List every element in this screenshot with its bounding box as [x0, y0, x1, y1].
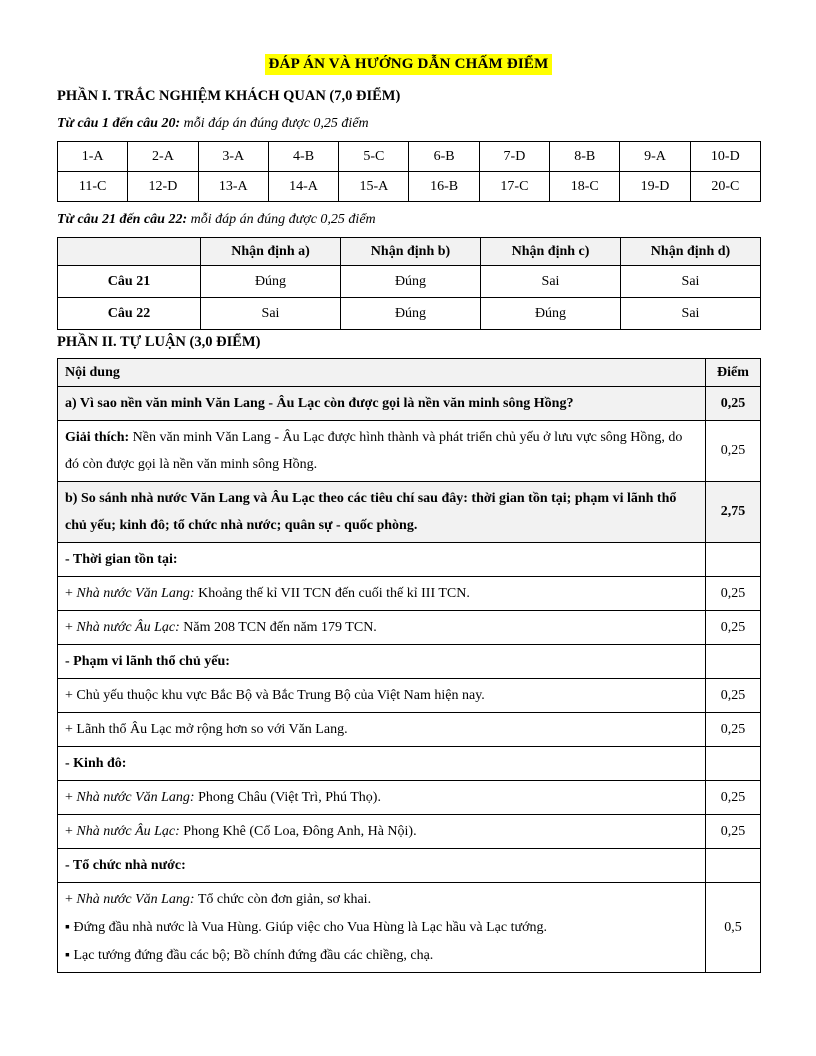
- essay-content-line: [65, 546, 698, 573]
- essay-points-cell: 0,25: [706, 679, 761, 713]
- essay-row: [58, 747, 761, 781]
- essay-row: [58, 421, 761, 482]
- essay-row: [58, 387, 761, 421]
- essay-row: [58, 781, 761, 815]
- essay-points-cell: 0,25: [706, 387, 761, 421]
- text-segment: Nhà nước Âu Lạc:: [76, 824, 180, 839]
- text-segment: b) So sánh nhà nước Văn Lang và Âu Lạc theo các tiêu chí sau đây: thời gian tồn tại; phạm vi lãnh thổ chủ yếu; kinh đô; tổ chức nhà nước; quân sự - quốc phòng.: [65, 491, 677, 533]
- part2-heading: PHẦN II. TỰ LUẬN (3,0 ĐIỂM): [57, 334, 261, 350]
- essay-content-cell: [58, 713, 706, 747]
- essay-points-cell: 0,25: [706, 815, 761, 849]
- essay-content-line: [65, 424, 698, 478]
- text-segment: Nhà nước Văn Lang:: [76, 790, 195, 805]
- truefalse-value-cell: Đúng: [481, 298, 621, 330]
- essay-content-cell: [58, 849, 706, 883]
- text-segment: Phong Châu (Việt Trì, Phú Thọ).: [194, 790, 381, 805]
- note1-rest: mỗi đáp án đúng được 0,25 điểm: [180, 116, 369, 131]
- essay-points-cell: [706, 849, 761, 883]
- essay-content-line: [65, 750, 698, 777]
- essay-content-line: [65, 390, 698, 417]
- answer-cell: 8-B: [550, 142, 620, 172]
- truefalse-header-cell: Nhận định a): [201, 238, 341, 266]
- essay-row: [58, 713, 761, 747]
- answer-cell: 2-A: [128, 142, 198, 172]
- truefalse-header-cell: [58, 238, 201, 266]
- answer-cell: 20-C: [690, 172, 760, 202]
- text-segment: + Chủ yếu thuộc khu vực Bắc Bộ và Bắc Trung Bộ của Việt Nam hiện nay.: [65, 688, 485, 703]
- text-segment: + Lãnh thổ Âu Lạc mở rộng hơn so với Văn Lang.: [65, 722, 348, 737]
- essay-points-cell: 0,25: [706, 713, 761, 747]
- part1-note-2: [57, 212, 760, 228]
- essay-content-line: [65, 784, 698, 811]
- essay-row: [58, 849, 761, 883]
- note2-rest: mỗi đáp án đúng được 0,25 điểm: [187, 212, 376, 227]
- text-segment: a) Vì sao nền văn minh Văn Lang - Âu Lạc còn được gọi là nền văn minh sông Hồng?: [65, 396, 574, 411]
- essay-content-line: [65, 886, 698, 913]
- truefalse-table: [57, 237, 761, 330]
- text-segment: Năm 208 TCN đến năm 179 TCN.: [179, 620, 377, 635]
- essay-points-cell: 0,25: [706, 421, 761, 482]
- essay-content-cell: [58, 679, 706, 713]
- essay-content-cell: [58, 387, 706, 421]
- truefalse-value-cell: Đúng: [341, 298, 481, 330]
- truefalse-row-label: Câu 21: [58, 266, 201, 298]
- truefalse-row-label: Câu 22: [58, 298, 201, 330]
- answer-cell: 10-D: [690, 142, 760, 172]
- text-segment: Tổ chức còn đơn giản, sơ khai.: [194, 892, 372, 907]
- part1-heading: PHẦN I. TRẮC NGHIỆM KHÁCH QUAN (7,0 ĐIỂM): [57, 88, 401, 104]
- truefalse-header-cell: Nhận định b): [341, 238, 481, 266]
- essay-row: [58, 679, 761, 713]
- essay-content-line: [65, 682, 698, 709]
- text-segment: +: [65, 586, 77, 601]
- text-segment: Nhà nước Âu Lạc:: [76, 620, 180, 635]
- essay-content-line: [65, 580, 698, 607]
- essay-points-cell: 0,25: [706, 781, 761, 815]
- answer-cell: 13-A: [198, 172, 268, 202]
- answer-cell: 3-A: [198, 142, 268, 172]
- essay-row: [58, 611, 761, 645]
- essay-content-line: [65, 818, 698, 845]
- essay-content-cell: [58, 781, 706, 815]
- answer-cell: 19-D: [620, 172, 690, 202]
- essay-header-row: [58, 359, 761, 387]
- essay-content-cell: [58, 421, 706, 482]
- answers-row: [58, 172, 761, 202]
- essay-content-line: [65, 614, 698, 641]
- answers-row: [58, 142, 761, 172]
- essay-header-content: Nội dung: [58, 359, 706, 387]
- essay-points-cell: [706, 543, 761, 577]
- essay-row: [58, 577, 761, 611]
- text-segment: Nhà nước Văn Lang:: [76, 586, 195, 601]
- truefalse-value-cell: Sai: [621, 266, 761, 298]
- truefalse-value-cell: Đúng: [341, 266, 481, 298]
- document-title-wrap: [57, 54, 760, 75]
- truefalse-value-cell: Sai: [201, 298, 341, 330]
- text-segment: Phong Khê (Cổ Loa, Đông Anh, Hà Nội).: [179, 824, 417, 839]
- essay-content-line: [65, 852, 698, 879]
- essay-content-cell: [58, 645, 706, 679]
- essay-content-line: [65, 648, 698, 675]
- answer-cell: 6-B: [409, 142, 479, 172]
- truefalse-row: [58, 298, 761, 330]
- essay-points-cell: [706, 747, 761, 781]
- text-segment: +: [65, 824, 77, 839]
- essay-content-cell: [58, 815, 706, 849]
- text-segment: ▪ Lạc tướng đứng đầu các bộ; Bồ chính đứng đầu các chiềng, chạ.: [65, 948, 434, 963]
- answer-cell: 1-A: [58, 142, 128, 172]
- answer-cell: 5-C: [339, 142, 409, 172]
- essay-content-line: [65, 914, 698, 941]
- essay-points-cell: 0,25: [706, 577, 761, 611]
- answer-cell: 18-C: [550, 172, 620, 202]
- answer-cell: 16-B: [409, 172, 479, 202]
- essay-row: [58, 883, 761, 973]
- text-segment: Khoảng thế kỉ VII TCN đến cuối thế kỉ III TCN.: [194, 586, 470, 601]
- answers-table: [57, 141, 761, 202]
- essay-table: [57, 358, 761, 973]
- answer-cell: 17-C: [479, 172, 549, 202]
- text-segment: Nền văn minh Văn Lang - Âu Lạc được hình thành và phát triển chủ yếu ở lưu vực sông Hồng, do đó còn được gọi là nền văn minh sông Hồng.: [65, 430, 683, 472]
- answer-cell: 9-A: [620, 142, 690, 172]
- essay-content-line: [65, 716, 698, 743]
- answer-cell: 14-A: [268, 172, 338, 202]
- text-segment: +: [65, 790, 77, 805]
- note1-lead: Từ câu 1 đến câu 20:: [57, 116, 181, 131]
- essay-row: [58, 645, 761, 679]
- answer-cell: 4-B: [268, 142, 338, 172]
- essay-points-cell: 2,75: [706, 482, 761, 543]
- answer-cell: 7-D: [479, 142, 549, 172]
- essay-content-cell: [58, 577, 706, 611]
- essay-content-cell: [58, 482, 706, 543]
- essay-points-cell: [706, 645, 761, 679]
- essay-content-cell: [58, 611, 706, 645]
- essay-row: [58, 543, 761, 577]
- essay-content-cell: [58, 543, 706, 577]
- truefalse-value-cell: Sai: [481, 266, 621, 298]
- text-segment: ▪ Đứng đầu nhà nước là Vua Hùng. Giúp việc cho Vua Hùng là Lạc hầu và Lạc tướng.: [65, 920, 547, 935]
- text-segment: +: [65, 620, 77, 635]
- essay-content-line: [65, 485, 698, 539]
- answer-cell: 11-C: [58, 172, 128, 202]
- text-segment: - Tổ chức nhà nước:: [65, 858, 186, 873]
- truefalse-header-cell: Nhận định d): [621, 238, 761, 266]
- essay-content-line: [65, 942, 698, 969]
- text-segment: - Thời gian tồn tại:: [65, 552, 178, 567]
- truefalse-value-cell: Đúng: [201, 266, 341, 298]
- truefalse-header-cell: Nhận định c): [481, 238, 621, 266]
- truefalse-value-cell: Sai: [621, 298, 761, 330]
- text-segment: - Kinh đô:: [65, 756, 127, 771]
- essay-points-cell: 0,5: [706, 883, 761, 973]
- essay-points-cell: 0,25: [706, 611, 761, 645]
- essay-content-cell: [58, 883, 706, 973]
- answer-cell: 15-A: [339, 172, 409, 202]
- text-segment: - Phạm vi lãnh thổ chủ yếu:: [65, 654, 230, 669]
- text-segment: Nhà nước Văn Lang:: [76, 892, 195, 907]
- essay-header-points: Điểm: [706, 359, 761, 387]
- note2-lead: Từ câu 21 đến câu 22:: [57, 212, 188, 227]
- essay-content-cell: [58, 747, 706, 781]
- essay-row: [58, 482, 761, 543]
- truefalse-row: [58, 266, 761, 298]
- essay-row: [58, 815, 761, 849]
- truefalse-header-row: [58, 238, 761, 266]
- text-segment: Giải thích:: [65, 430, 130, 445]
- text-segment: +: [65, 892, 77, 907]
- part1-note-1: [57, 116, 760, 132]
- answer-cell: 12-D: [128, 172, 198, 202]
- document-title: ĐÁP ÁN VÀ HƯỚNG DẪN CHẤM ĐIỂM: [265, 54, 553, 75]
